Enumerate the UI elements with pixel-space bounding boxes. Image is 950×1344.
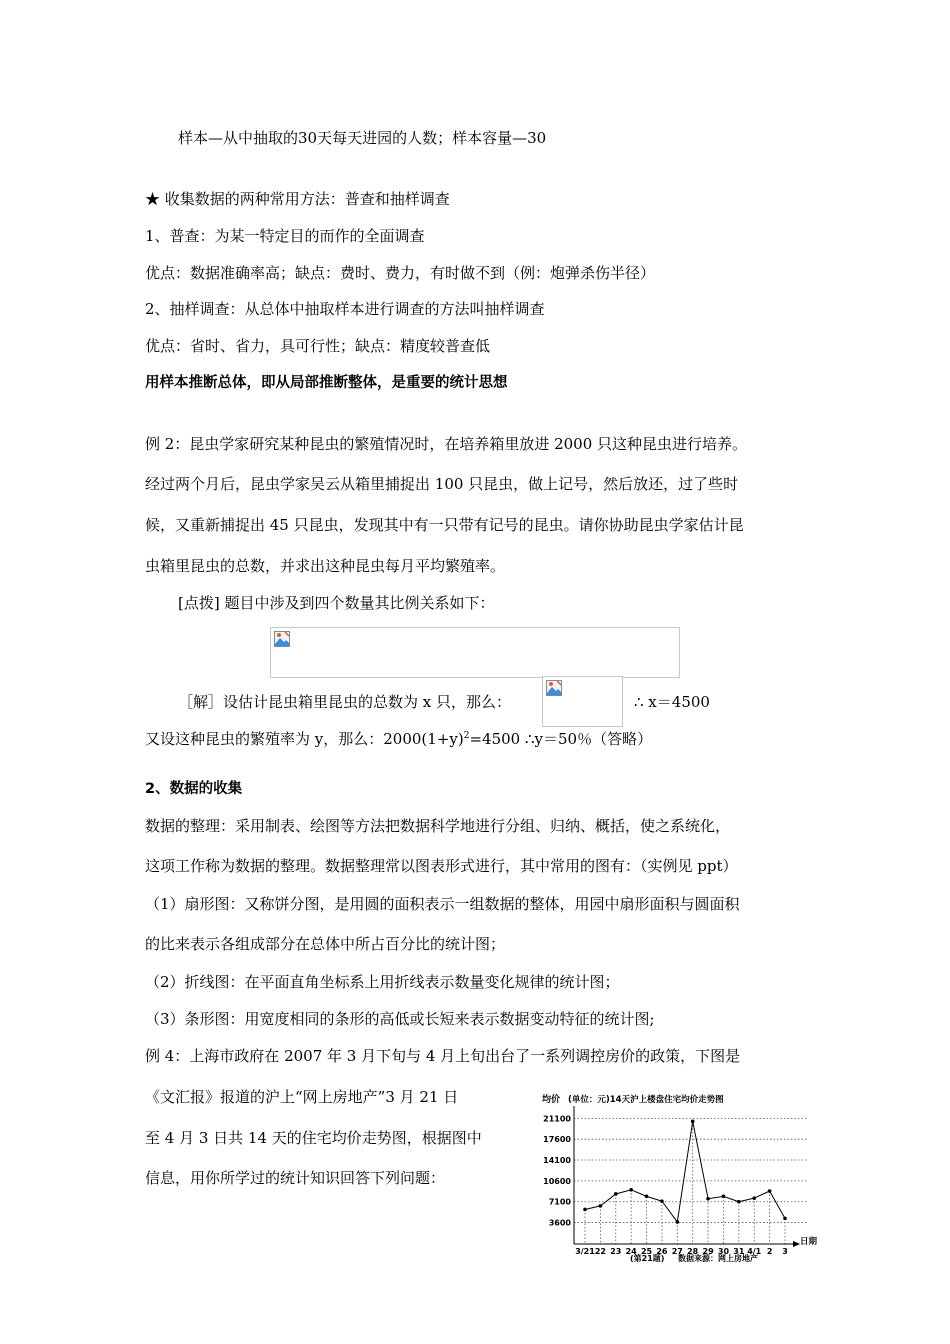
- paragraph-line: （2）折线图：在平面直角坐标系上用折线表示数量变化规律的统计图；: [145, 973, 620, 991]
- chart-xtick-label: 2: [766, 1247, 773, 1256]
- broken-image-icon: [546, 680, 562, 696]
- chart-data-point: [614, 1192, 618, 1196]
- example-4-line: 信息，用你所学过的统计知识回答下列问题：: [145, 1169, 446, 1187]
- chart-data-point: [752, 1196, 756, 1200]
- chart-xtick-label: 26: [656, 1247, 668, 1256]
- chart-xtick-label: 31: [733, 1247, 745, 1256]
- key-idea-heading: 用样本推断总体，即从局部推断整体，是重要的统计思想: [145, 375, 508, 391]
- text-line: 优点：省时、省力，具可行性；缺点：精度较普查低: [145, 337, 491, 355]
- chart-xtick-label: 27: [671, 1247, 683, 1256]
- text-line: 1、普查：为某一特定目的而作的全面调查: [145, 227, 425, 245]
- chart-xtick-label: 24: [625, 1247, 637, 1256]
- example-2-line: 虫箱里昆虫的总数，并求出这种昆虫每月平均繁殖率。: [145, 557, 506, 575]
- chart-xtick-label: 4/1: [747, 1247, 762, 1256]
- solution-result: ∴ x＝4500: [634, 693, 710, 711]
- chart-ytick-label: 3600: [548, 1218, 571, 1228]
- chart-xtick-label: 23: [610, 1247, 622, 1256]
- broken-image-placeholder: [542, 676, 623, 727]
- chart-xtick-label: 22: [594, 1247, 606, 1256]
- chart-xtick-label: 29: [702, 1247, 714, 1256]
- example-2-line: 经过两个月后，昆虫学家吴云从箱里捕捉出 100 只昆虫，做上记号，然后放还，过了些时: [145, 475, 739, 493]
- chart-xtick-label: 28: [687, 1247, 699, 1256]
- chart-data-point: [629, 1188, 633, 1192]
- chart-xtick-label: 30: [717, 1247, 730, 1256]
- sol2-part-a: 又设这种昆虫的繁殖率为 y，那么：2000(1+y): [145, 730, 464, 748]
- text-line: 样本—从中抽取的30天每天进园的人数；样本容量—30: [178, 129, 547, 147]
- paragraph-line: （3）条形图：用宽度相同的条形的高低或长短来表示数据变动特征的统计图;: [145, 1010, 655, 1028]
- example-2-line: 例 2：昆虫学家研究某种昆虫的繁殖情况时，在培养箱里放进 2000 只这种昆虫进行培养。: [145, 435, 748, 453]
- chart-ytick-label: 17600: [543, 1135, 571, 1145]
- paragraph-line: 的比来表示各组成部分在总体中所占百分比的统计图；: [145, 935, 506, 953]
- chart-xtick-label: 25: [640, 1247, 653, 1256]
- chart-xtick-label: 3/21: [575, 1247, 595, 1256]
- chart-data-point: [737, 1200, 741, 1204]
- chart-data-point: [706, 1197, 710, 1201]
- example-4-line: 例 4：上海市政府在 2007 年 3 月下旬与 4 月上旬出台了一系列调控房价的政策，下图是: [145, 1047, 741, 1065]
- chart-x-arrow: [793, 1241, 800, 1247]
- chart-source: 数据来源：网上房地产: [678, 1254, 758, 1263]
- chart-data-point: [722, 1195, 726, 1199]
- section-heading: 2、数据的收集: [145, 781, 243, 797]
- chart-data-point: [583, 1208, 587, 1212]
- chart-data-point: [691, 1120, 695, 1124]
- broken-image-placeholder: [270, 627, 680, 678]
- chart-data-point: [676, 1220, 680, 1224]
- text-line: ★ 收集数据的两种常用方法：普查和抽样调查: [145, 190, 450, 208]
- example-2-line: 候，又重新捕捉出 45 只昆虫，发现其中有一只带有记号的昆虫。请你协助昆虫学家估计昆: [145, 516, 744, 534]
- chart-caption: (第21题): [630, 1254, 665, 1263]
- sol2-part-b: =4500 ∴y＝50％（答略）: [469, 730, 653, 748]
- chart-title: (单位：元)14天沪上楼盘住宅均价走势图: [568, 1095, 724, 1105]
- chart-ytick-label: 7100: [548, 1197, 571, 1207]
- chart-xlabel: 日期: [800, 1237, 818, 1247]
- paragraph-line: （1）扇形图：又称饼分图，是用圆的面积表示一组数据的整体，用园中扇形面积与圆面积: [145, 895, 740, 913]
- chart-ytick-label: 21100: [543, 1114, 571, 1124]
- chart-ytick-label: 14100: [543, 1156, 571, 1166]
- chart-data-point: [599, 1204, 603, 1208]
- chart-xtick-label: 3: [782, 1247, 788, 1256]
- price-trend-chart: [538, 1088, 820, 1264]
- text-line: 优点：数据准确率高；缺点：费时、费力，有时做不到（例：炮弹杀伤半径）: [145, 264, 656, 282]
- chart-data-point: [768, 1189, 772, 1193]
- example-4-line: 《文汇报》报道的沪上“网上房地产”3 月 21 日: [145, 1088, 459, 1106]
- broken-image-icon: [274, 631, 290, 647]
- chart-ylabel: 均价: [542, 1095, 561, 1105]
- solution-line: ［解］设估计昆虫箱里昆虫的总数为 x 只，那么：: [178, 693, 511, 711]
- chart-data-point: [783, 1217, 787, 1221]
- paragraph-line: 这项工作称为数据的整理。数据整理常以图表形式进行，其中常用的图有：（实例见 ppt）: [145, 857, 738, 875]
- solution-line-2: [145, 729, 652, 749]
- paragraph-line: 数据的整理：采用制表、绘图等方法把数据科学地进行分组、归纳、概括，使之系统化，: [145, 817, 731, 835]
- sol2-exponent: 2: [463, 731, 470, 741]
- example-4-line: 至 4 月 3 日共 14 天的住宅均价走势图，根据图中: [145, 1129, 482, 1147]
- chart-data-point: [660, 1199, 664, 1203]
- text-line: 2、抽样调查：从总体中抽取样本进行调查的方法叫抽样调查: [145, 300, 545, 318]
- chart-series-line: [585, 1121, 785, 1222]
- hint-line: [点拨] 题目中涉及到四个数量其比例关系如下：: [178, 594, 495, 612]
- chart-ytick-label: 10600: [543, 1176, 571, 1186]
- chart-data-point: [645, 1195, 649, 1199]
